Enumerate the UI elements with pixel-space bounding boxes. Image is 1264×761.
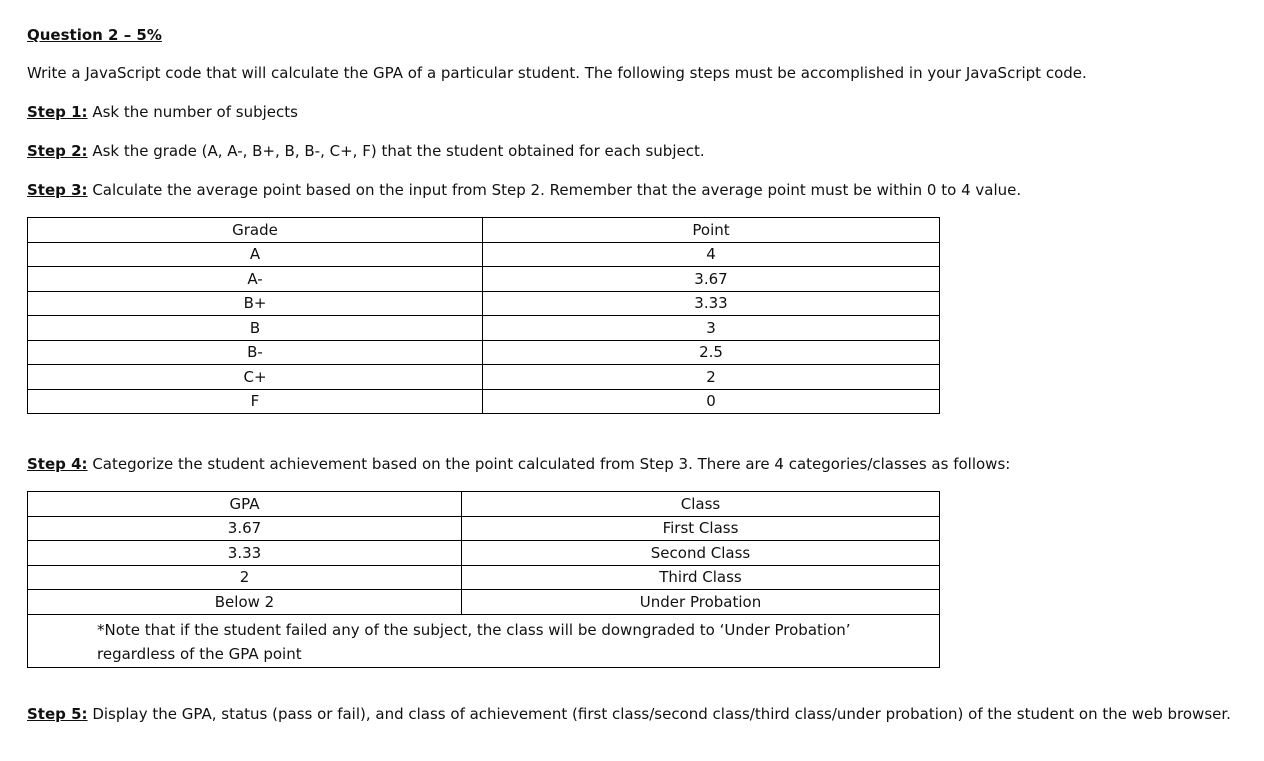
table-row	[28, 316, 940, 341]
gpa-class-table	[27, 491, 940, 668]
table-row	[28, 242, 940, 267]
step-1	[27, 102, 298, 122]
table-row	[28, 590, 940, 615]
grade-cell: F	[28, 389, 483, 414]
table-row	[28, 291, 940, 316]
step-2-text: Ask the grade (A, A-, B+, B, B-, C+, F) that the student obtained for each subject.	[87, 142, 705, 160]
point-cell: 0	[483, 389, 940, 414]
grade-point-table	[27, 217, 940, 414]
gpa-cell: 2	[28, 565, 462, 590]
class-cell: Under Probation	[462, 590, 940, 615]
question-title: Question 2 – 5%	[27, 26, 162, 44]
step-4	[27, 454, 1010, 474]
grade-cell: B	[28, 316, 483, 341]
gpa-cell: 3.33	[28, 541, 462, 566]
table-row	[28, 541, 940, 566]
step-5	[27, 704, 1231, 724]
grade-cell: C+	[28, 365, 483, 390]
table-row	[28, 565, 940, 590]
point-cell: 3.67	[483, 267, 940, 292]
table-header-row	[28, 218, 940, 243]
header-grade: Grade	[28, 218, 483, 243]
table-row	[28, 267, 940, 292]
class-cell: Third Class	[462, 565, 940, 590]
grade-cell: B-	[28, 340, 483, 365]
step-2-label: Step 2:	[27, 142, 88, 160]
step-4-label: Step 4:	[27, 455, 88, 473]
table-row	[28, 516, 940, 541]
step-5-label: Step 5:	[27, 705, 88, 723]
step-3-label: Step 3:	[27, 181, 88, 199]
class-cell: First Class	[462, 516, 940, 541]
gpa-cell: Below 2	[28, 590, 462, 615]
step-3-text: Calculate the average point based on the input from Step 2. Remember that the average point must be within 0 to 4 value.	[87, 181, 1022, 199]
point-cell: 2.5	[483, 340, 940, 365]
gpa-cell: 3.67	[28, 516, 462, 541]
step-4-text: Categorize the student achievement based on the point calculated from Step 3. There are 4 categories/classes as follows:	[87, 455, 1011, 473]
header-gpa: GPA	[28, 492, 462, 517]
probation-note: *Note that if the student failed any of the subject, the class will be downgraded to ‘Under Probation’ regardless of the GPA point	[28, 614, 940, 667]
table-row	[28, 365, 940, 390]
point-cell: 2	[483, 365, 940, 390]
note-row	[28, 614, 940, 667]
point-cell: 3	[483, 316, 940, 341]
step-1-text: Ask the number of subjects	[87, 103, 298, 121]
header-point: Point	[483, 218, 940, 243]
table-row	[28, 340, 940, 365]
header-class: Class	[462, 492, 940, 517]
grade-cell: A	[28, 242, 483, 267]
point-cell: 4	[483, 242, 940, 267]
step-3	[27, 180, 1021, 200]
table-header-row	[28, 492, 940, 517]
grade-cell: A-	[28, 267, 483, 292]
step-5-text: Display the GPA, status (pass or fail), and class of achievement (first class/second class/third class/under probation) of the student on the web browser.	[87, 705, 1231, 723]
step-2	[27, 141, 705, 161]
intro-paragraph: Write a JavaScript code that will calculate the GPA of a particular student. The following steps must be accomplished in your JavaScript code.	[27, 64, 1087, 82]
step-1-label: Step 1:	[27, 103, 88, 121]
class-cell: Second Class	[462, 541, 940, 566]
grade-cell: B+	[28, 291, 483, 316]
table-row	[28, 389, 940, 414]
point-cell: 3.33	[483, 291, 940, 316]
